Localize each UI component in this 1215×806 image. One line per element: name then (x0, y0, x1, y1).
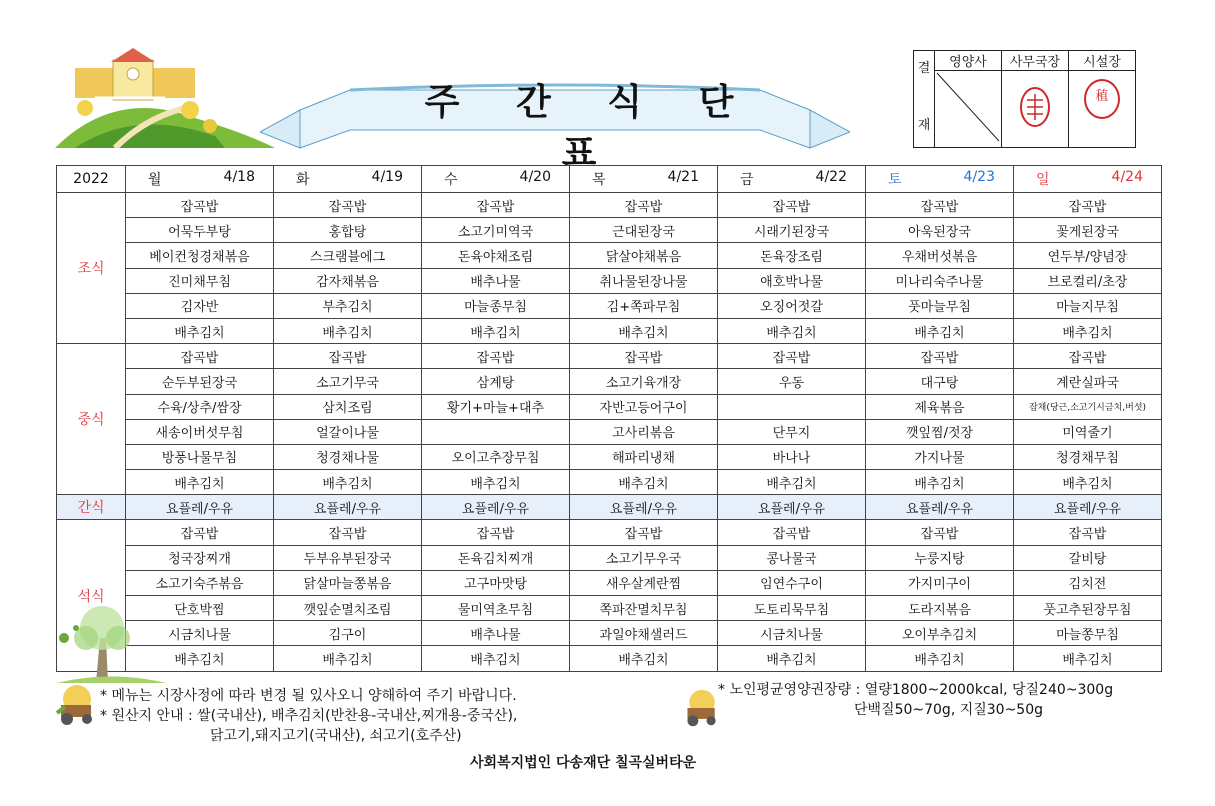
menu-cell: 요플레/우유 (274, 495, 422, 520)
menu-cell: 청경채무침 (1014, 444, 1162, 469)
note-origin-cont: 닭고기,돼지고기(국내산), 쇠고기(호주산) (210, 728, 462, 744)
menu-cell: 잡곡밥 (1014, 344, 1162, 369)
menu-cell: 베이컨청경채볶음 (126, 243, 274, 268)
menu-cell: 잡곡밥 (1014, 520, 1162, 545)
menu-cell: 어묵두부탕 (126, 218, 274, 243)
menu-cell: 콩나물국 (718, 545, 866, 570)
menu-cell: 잡곡밥 (422, 344, 570, 369)
menu-cell: 배추김치 (718, 470, 866, 495)
menu-cell: 돈육야채조림 (422, 243, 570, 268)
menu-cell: 오이고추장무침 (422, 444, 570, 469)
meal-label: 중식 (57, 344, 126, 495)
menu-cell: 마늘종무침 (422, 293, 570, 318)
menu-cell: 우동 (718, 369, 866, 394)
menu-cell: 배추김치 (718, 318, 866, 343)
menu-cell: 스크램블에그 (274, 243, 422, 268)
menu-cell: 김자반 (126, 293, 274, 318)
menu-cell: 잡곡밥 (866, 193, 1014, 218)
day-header-sunday: 일 4/24 (1014, 166, 1162, 193)
day-header: 수 4/20 (422, 166, 570, 193)
menu-cell: 고사리볶음 (570, 419, 718, 444)
sign-nutritionist (935, 71, 1002, 148)
table-row (57, 495, 1162, 520)
menu-cell: 시금치나물 (126, 621, 274, 646)
day-header-saturday: 토 4/23 (866, 166, 1014, 193)
menu-cell: 우채버섯볶음 (866, 243, 1014, 268)
menu-cell: 배추김치 (1014, 318, 1162, 343)
menu-cell: 잡곡밥 (126, 520, 274, 545)
sign-secretary-general (1002, 71, 1069, 148)
menu-cell: 잡곡밥 (718, 193, 866, 218)
menu-cell: 닭살마늘쫑볶음 (274, 570, 422, 595)
menu-cell: 취나물된장나물 (570, 268, 718, 293)
menu-cell: 과일야채샐러드 (570, 621, 718, 646)
menu-cell: 배추김치 (126, 318, 274, 343)
menu-cell: 오징어젓갈 (718, 293, 866, 318)
nutrition-guideline (718, 680, 1113, 720)
menu-cell: 소고기숙주볶음 (126, 570, 274, 595)
menu-cell: 새우살계란찜 (570, 570, 718, 595)
menu-cell: 가지미구이 (866, 570, 1014, 595)
house-hill-illustration (55, 48, 275, 148)
menu-cell: 마늘지무침 (1014, 293, 1162, 318)
menu-cell: 잡곡밥 (274, 520, 422, 545)
menu-cell: 부추김치 (274, 293, 422, 318)
nutrition-line-2: 단백질50~70g, 지질30~50g (854, 702, 1044, 718)
menu-cell: 연두부/양념장 (1014, 243, 1162, 268)
meal-label: 조식 (57, 193, 126, 344)
menu-cell: 깻잎순멸치조림 (274, 596, 422, 621)
menu-cell: 가지나물 (866, 444, 1014, 469)
menu-cell: 잡곡밥 (422, 193, 570, 218)
table-row (57, 419, 1162, 444)
menu-cell: 물미역초무침 (422, 596, 570, 621)
menu-cell: 잡곡밥 (1014, 193, 1162, 218)
menu-cell: 두부유부된장국 (274, 545, 422, 570)
menu-cell: 깻잎찜/젓장 (866, 419, 1014, 444)
menu-cell: 새송이버섯무침 (126, 419, 274, 444)
menu-cell: 배추김치 (274, 318, 422, 343)
table-row (57, 621, 1162, 646)
menu-cell: 배추김치 (718, 646, 866, 671)
sign-director (1069, 71, 1136, 148)
menu-cell: 도라지볶음 (866, 596, 1014, 621)
table-row (57, 470, 1162, 495)
menu-cell: 진미채무침 (126, 268, 274, 293)
menu-cell: 단호박찜 (126, 596, 274, 621)
menu-cell: 소고기미역국 (422, 218, 570, 243)
menu-cell: 마늘쫑무침 (1014, 621, 1162, 646)
table-row (57, 193, 1162, 218)
table-row (57, 268, 1162, 293)
approval-box (913, 50, 1136, 148)
table-header-row (57, 166, 1162, 193)
table-row (57, 596, 1162, 621)
menu-cell: 제육볶음 (866, 394, 1014, 419)
menu-cell: 순두부된장국 (126, 369, 274, 394)
menu-cell: 잡곡밥 (570, 344, 718, 369)
table-row (57, 344, 1162, 369)
menu-cell: 배추김치 (866, 646, 1014, 671)
note-menu-change: * 메뉴는 시장사정에 따라 변경 될 있사오니 양해하여 주기 바랍니다. (100, 688, 517, 704)
menu-cell: 김구이 (274, 621, 422, 646)
menu-cell (422, 419, 570, 444)
role-director: 시설장 (1069, 51, 1136, 71)
menu-cell: 돈육장조림 (718, 243, 866, 268)
menu-cell: 배추김치 (1014, 470, 1162, 495)
menu-cell: 잡곡밥 (274, 344, 422, 369)
tractor-icon (682, 688, 722, 728)
menu-cell: 삼치조림 (274, 394, 422, 419)
menu-cell: 배추나물 (422, 268, 570, 293)
menu-cell: 쪽파잔멸치무침 (570, 596, 718, 621)
diagonal-line-icon (935, 71, 1001, 143)
menu-cell: 청국장찌개 (126, 545, 274, 570)
approval-label: 결 재 (914, 51, 935, 148)
menu-cell: 잡곡밥 (274, 193, 422, 218)
menu-cell: 닭살야채볶음 (570, 243, 718, 268)
menu-cell: 돈육김치찌개 (422, 545, 570, 570)
menu-cell: 자반고등어구이 (570, 394, 718, 419)
menu-cell: 시래기된장국 (718, 218, 866, 243)
page-title: 주 간 식 단 표 (424, 81, 756, 174)
menu-cell: 배추김치 (126, 470, 274, 495)
director-seal: 稙 (1084, 79, 1120, 119)
menu-cell: 잡곡밥 (866, 344, 1014, 369)
table-row (57, 545, 1162, 570)
table-row (57, 394, 1162, 419)
menu-cell: 요플레/우유 (866, 495, 1014, 520)
menu-cell: 풋고추된장무침 (1014, 596, 1162, 621)
tree-illustration (56, 598, 166, 683)
menu-cell: 도토리묵무침 (718, 596, 866, 621)
menu-cell: 잡곡밥 (718, 344, 866, 369)
menu-cell: 배추김치 (570, 646, 718, 671)
menu-cell: 배추김치 (274, 470, 422, 495)
menu-cell: 김+쪽파무침 (570, 293, 718, 318)
day-header: 화 4/19 (274, 166, 422, 193)
weekly-menu-table (56, 165, 1162, 672)
organization-name: 사회복지법인 다송재단 칠곡실버타운 (470, 755, 697, 771)
table-row (57, 520, 1162, 545)
menu-cell: 단무지 (718, 419, 866, 444)
menu-cell: 배추나물 (422, 621, 570, 646)
menu-cell: 황기+마늘+대추 (422, 394, 570, 419)
menu-cell: 감자채볶음 (274, 268, 422, 293)
menu-cell: 배추김치 (866, 318, 1014, 343)
menu-cell: 요플레/우유 (570, 495, 718, 520)
meal-label: 간식 (57, 495, 126, 520)
menu-cell: 배추김치 (126, 646, 274, 671)
menu-cell: 삼계탕 (422, 369, 570, 394)
menu-cell: 수육/상추/쌈장 (126, 394, 274, 419)
menu-cell: 시금치나물 (718, 621, 866, 646)
menu-cell: 잡곡밥 (718, 520, 866, 545)
menu-cell: 잡곡밥 (422, 520, 570, 545)
menu-cell: 브로컬리/초장 (1014, 268, 1162, 293)
table-row (57, 570, 1162, 595)
tractor-icon (55, 683, 99, 727)
menu-cell: 방풍나물무침 (126, 444, 274, 469)
role-secretary-general: 사무국장 (1002, 51, 1069, 71)
menu-cell: 계란실파국 (1014, 369, 1162, 394)
menu-cell: 요플레/우유 (1014, 495, 1162, 520)
menu-cell: 소고기무국 (274, 369, 422, 394)
menu-cell: 누룽지탕 (866, 545, 1014, 570)
menu-cell: 김치전 (1014, 570, 1162, 595)
menu-cell: 풋마늘무침 (866, 293, 1014, 318)
meal-label: 석식 (57, 520, 126, 671)
menu-cell: 배추김치 (274, 646, 422, 671)
menu-cell: 배추김치 (570, 470, 718, 495)
menu-cell: 근대된장국 (570, 218, 718, 243)
menu-cell: 임연수구이 (718, 570, 866, 595)
menu-cell: 해파리냉채 (570, 444, 718, 469)
table-row (57, 444, 1162, 469)
day-header: 월 4/18 (126, 166, 274, 193)
table-row (57, 293, 1162, 318)
day-header: 목 4/21 (570, 166, 718, 193)
menu-cell: 배추김치 (422, 318, 570, 343)
table-row (57, 318, 1162, 343)
menu-cell: 배추김치 (866, 470, 1014, 495)
menu-cell: 잡곡밥 (570, 520, 718, 545)
menu-cell: 오이부추김치 (866, 621, 1014, 646)
menu-cell: 꽃게된장국 (1014, 218, 1162, 243)
menu-cell: 요플레/우유 (126, 495, 274, 520)
menu-cell: 청경채나물 (274, 444, 422, 469)
menu-cell: 얼갈이나물 (274, 419, 422, 444)
menu-cell: 배추김치 (570, 318, 718, 343)
table-row (57, 218, 1162, 243)
year-cell: 2022 (57, 166, 126, 193)
note-origin: * 원산지 안내 : 쌀(국내산), 배추김치(반찬용-국내산,찌개용-중국산), (100, 708, 518, 724)
menu-cell: 요플레/우유 (422, 495, 570, 520)
table-row (57, 369, 1162, 394)
menu-cell: 배추김치 (1014, 646, 1162, 671)
role-nutritionist: 영양사 (935, 51, 1002, 71)
footer-notes (100, 686, 517, 746)
menu-cell: 소고기무우국 (570, 545, 718, 570)
menu-cell: 홍합탕 (274, 218, 422, 243)
menu-cell: 잡곡밥 (126, 344, 274, 369)
menu-cell: 소고기육개장 (570, 369, 718, 394)
table-row (57, 646, 1162, 671)
menu-cell: 요플레/우유 (718, 495, 866, 520)
menu-cell: 잡곡밥 (866, 520, 1014, 545)
seal-stamp-icon (1015, 82, 1055, 132)
menu-cell (718, 394, 866, 419)
menu-cell: 잡채(당근,소고기시금치,버섯) (1014, 394, 1162, 419)
menu-cell: 배추김치 (422, 470, 570, 495)
table-row (57, 243, 1162, 268)
menu-cell: 잡곡밥 (570, 193, 718, 218)
day-header: 금 4/22 (718, 166, 866, 193)
menu-cell: 미역줄기 (1014, 419, 1162, 444)
menu-cell: 아욱된장국 (866, 218, 1014, 243)
menu-cell: 잡곡밥 (126, 193, 274, 218)
nutrition-line-1: * 노인평균영양권장량 : 열량1800~2000kcal, 당질240~300g (718, 682, 1114, 698)
menu-cell: 애호박나물 (718, 268, 866, 293)
menu-cell: 고구마맛탕 (422, 570, 570, 595)
menu-cell: 바나나 (718, 444, 866, 469)
menu-cell: 대구탕 (866, 369, 1014, 394)
menu-cell: 갈비탕 (1014, 545, 1162, 570)
menu-cell: 미나리숙주나물 (866, 268, 1014, 293)
menu-cell: 배추김치 (422, 646, 570, 671)
